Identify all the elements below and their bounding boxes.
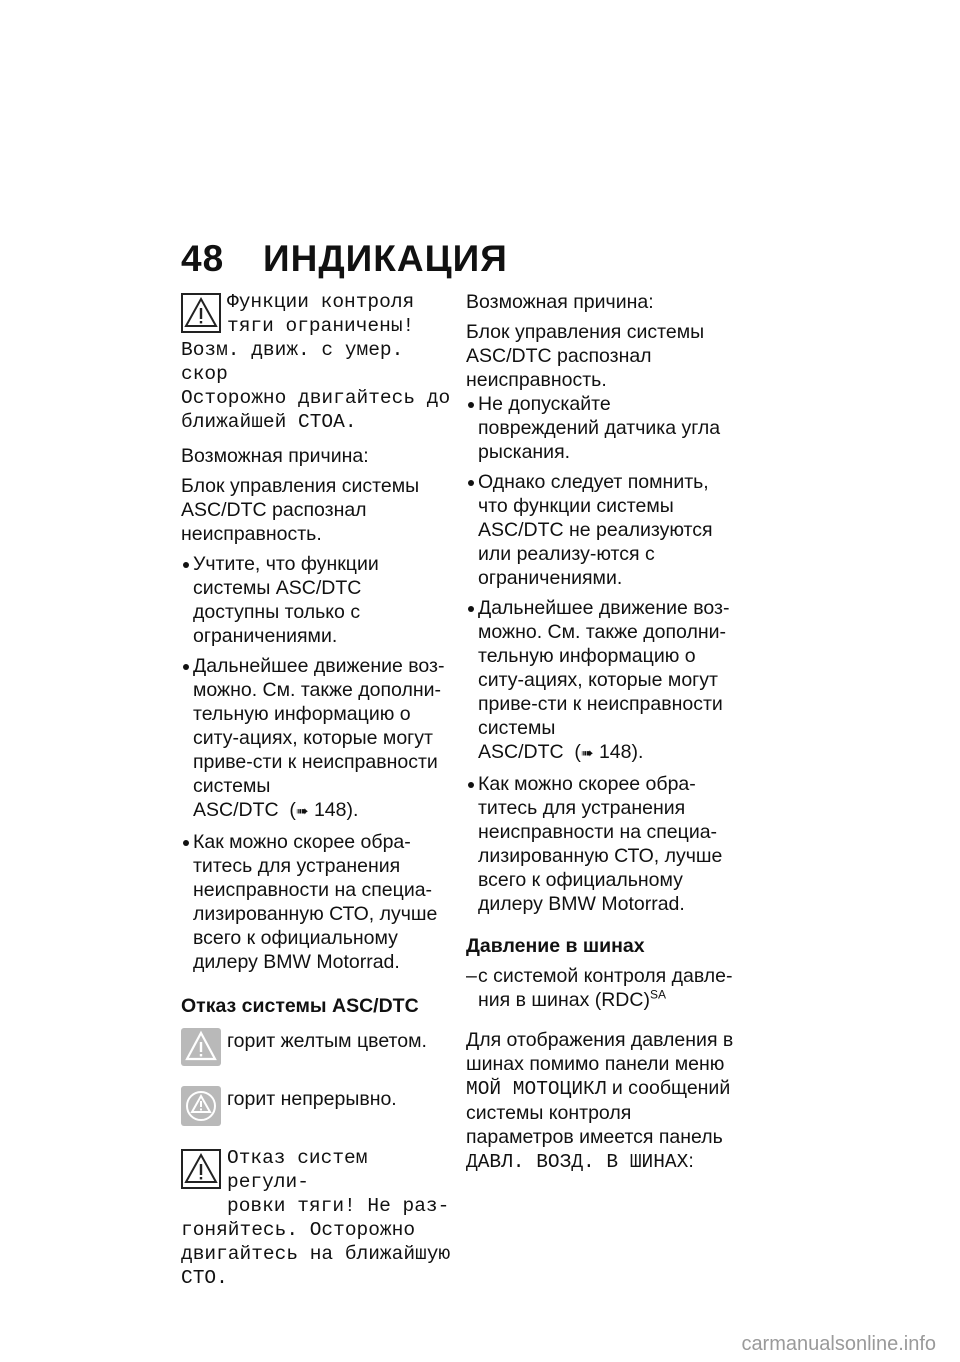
display-text-line: Отказ систем регули- xyxy=(227,1147,368,1193)
paragraph: Для отображения давления в шинах помимо панели меню МОЙ МОТОЦИКЛ и сообщений системы контроля параметров имеется панель ДАВЛ. ВОЗД. В ШИНАХ: xyxy=(466,1029,734,1173)
cause-text: Блок управления системы ASC/DTC распознал неисправность. xyxy=(181,475,420,545)
list-item: Дальнейшее движение воз-можно. См. также дополни-тельную информацию о ситу-ациях, которые могут приве-сти к неисправности системы ASC/DTC (➠ 148). xyxy=(181,654,451,824)
arrow-icon: ➠ xyxy=(295,803,309,820)
bullet-list xyxy=(466,392,736,916)
lamp-row-steady xyxy=(181,1086,451,1132)
page-number: 48 xyxy=(181,238,225,279)
list-item: Учтите, что функции системы ASC/DTC доступны только с ограничениями. xyxy=(181,552,451,648)
cause-label: Возможная причина: xyxy=(181,445,369,467)
panel-name: ДАВЛ. ВОЗД. В ШИНАХ xyxy=(466,1151,689,1173)
warning-triangle-icon xyxy=(181,293,221,340)
cause-label: Возможная причина: xyxy=(466,291,654,313)
menu-name: МОЙ МОТОЦИКЛ xyxy=(466,1078,607,1100)
display-text-line: тяги ограничены! xyxy=(227,315,415,337)
display-message-2 xyxy=(181,1146,451,1290)
page-header xyxy=(181,238,508,280)
lamp-text: горит непрерывно. xyxy=(227,1088,397,1110)
warning-lamp-icon xyxy=(181,1028,221,1072)
list-item: Дальнейшее движение воз-можно. См. также дополни-тельную информацию о ситу-ациях, которые могут приве-сти к неисправности системы ASC/DTC (➠ 148). xyxy=(466,596,736,766)
cause-text: Блок управления системы ASC/DTC распознал неисправность. xyxy=(466,321,705,391)
display-text-line: ближайшей СТОА. xyxy=(181,411,357,433)
cross-reference-prefix: ASC/DTC xyxy=(193,799,279,821)
list-item: Как можно скорее обра-титесь для устранения неисправности на специа-лизированную СТО, лучше всего к официальному дилеру BMW Motorrad. xyxy=(181,830,451,974)
display-message-1 xyxy=(181,290,451,434)
section-title: Отказ системы ASC/DTC xyxy=(181,995,419,1017)
display-text-line: двигайтесь на ближайшую xyxy=(181,1243,451,1265)
display-text-line: Возм. движ. с умер. скор xyxy=(181,339,404,385)
page-title: ИНДИКАЦИЯ xyxy=(263,238,508,279)
page-reference: 148). xyxy=(313,799,359,821)
warning-triangle-icon xyxy=(181,1149,221,1196)
special-equipment-marker: SA xyxy=(649,987,666,1002)
display-text-line: СТО. xyxy=(181,1267,228,1289)
list-item: Не допускайте повреждений датчика угла рыскания. xyxy=(466,392,736,464)
page-reference: 148). xyxy=(598,741,644,763)
bullet-list xyxy=(181,552,451,974)
display-text-line: Функции контроля xyxy=(227,291,415,313)
left-column xyxy=(181,290,451,1290)
watermark: carmanualsonline.info xyxy=(741,1333,936,1355)
lamp-row-yellow xyxy=(181,1028,451,1072)
display-text-line: ровки тяги! Не раз- xyxy=(227,1195,450,1217)
section-title: Давление в шинах xyxy=(466,935,645,957)
list-item: Однако следует помнить, что функции системы ASC/DTC не реализуются или реализу-ются с ограничениями. xyxy=(466,470,736,590)
display-text-line: Осторожно двигайтесь до xyxy=(181,387,451,409)
asc-dtc-lamp-icon xyxy=(181,1086,221,1132)
arrow-icon: ➠ xyxy=(580,745,594,762)
dash-mark: – xyxy=(466,965,477,987)
list-item: Как можно скорее обра-титесь для устранения неисправности на специа-лизированную СТО, лучше всего к официальному дилеру BMW Motorrad. xyxy=(466,772,736,916)
cross-reference-prefix: ASC/DTC xyxy=(478,741,564,763)
right-column xyxy=(466,290,736,1174)
display-text-line: гоняйтесь. Осторожно xyxy=(181,1219,416,1241)
lamp-text: горит желтым цветом. xyxy=(227,1030,427,1052)
equipment-item: – с системой контроля давле-ния в шинах (RDC)$^{SA}$ xyxy=(466,965,733,1011)
